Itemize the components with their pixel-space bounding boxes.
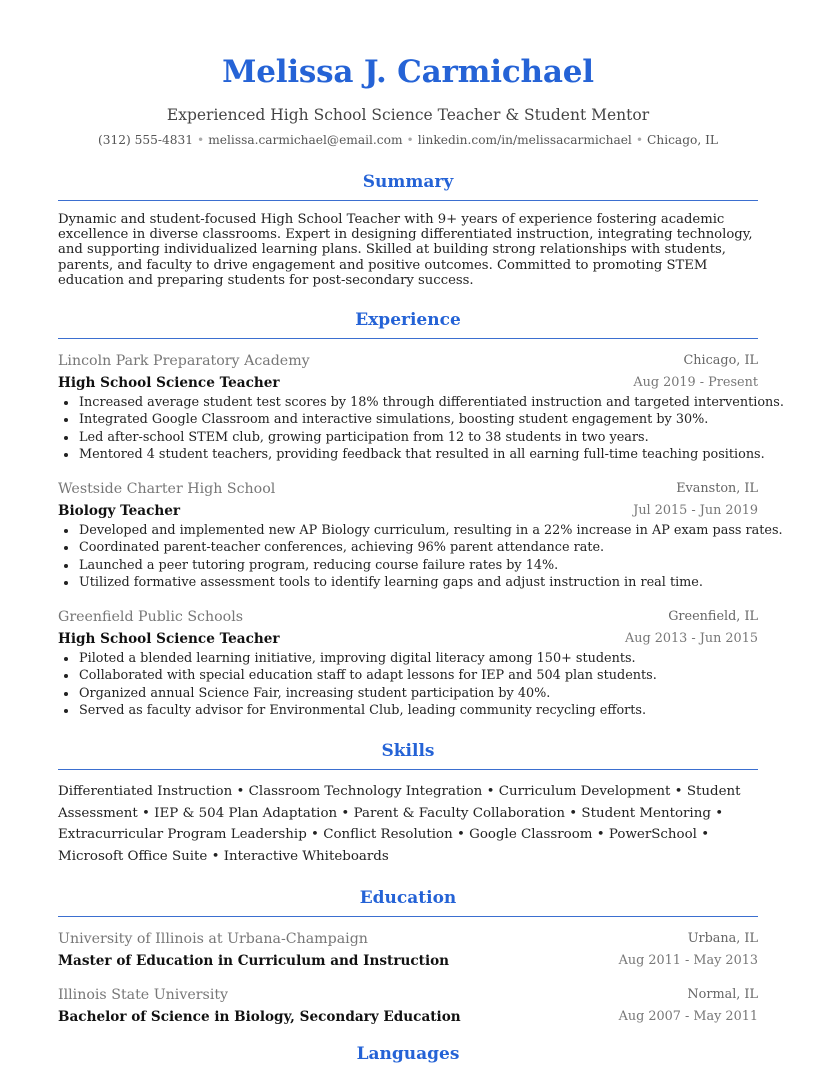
bullet-text: Developed and implemented new AP Biology curriculum, resulting in a 22% increase in AP exam pass rates. [79,523,783,538]
bullet-text: Utilized formative assessment tools to identify learning gaps and adjust instruction in real time. [79,574,703,590]
contact-separator: • [406,133,414,147]
experience-role-row [58,628,758,650]
contact-separator: • [635,133,644,147]
experience-role: High School Science Teacher [58,631,280,647]
contact-location: Chicago, IL [647,133,718,147]
experience-dates: Aug 2019 - Present [633,375,758,390]
education-degree-row [58,950,758,972]
skills-list [58,781,758,867]
bullet-text: Piloted a blended learning initiative, improving digital literacy among 150+ students. [79,651,636,666]
experience-location: Evanston, IL [676,481,758,496]
experience-location: Greenfield, IL [668,609,758,624]
skill-separator: • [486,784,495,799]
skill-item: Student Mentoring [581,805,711,821]
experience-role-row [58,500,758,522]
bullet-item [58,539,758,556]
bullet-item [58,574,758,591]
skill-separator: • [141,805,150,821]
skill-separator: • [596,827,605,843]
skill-item: Parent & Faculty Collaboration [353,805,565,821]
skill-separator: • [341,805,350,821]
experience-bullets [58,394,784,463]
experience-org: Westside Charter High School [58,481,276,497]
skill-item: IEP & 504 Plan Adaptation [154,805,338,821]
experience-location: Chicago, IL [683,353,758,368]
bullet-dot-icon [64,436,68,440]
contact-email[interactable]: melissa.carmichael@email.com [208,133,403,147]
skill-separator: • [701,827,710,843]
experience-bullets [58,650,758,719]
skill-item: Differentiated Instruction [58,784,233,799]
education-school-row [58,984,758,1006]
bullet-dot-icon [64,564,68,568]
skill-separator: • [569,805,578,821]
bullet-item [58,650,758,667]
skill-item: Curriculum Development [498,784,671,799]
bullet-dot-icon [64,581,68,585]
experience-entry [58,478,783,591]
skill-separator: • [236,784,245,799]
experience-entry [58,350,784,463]
skill-item: Conflict Resolution [323,827,453,843]
skill-separator: • [715,805,724,821]
section-title-experience: Experience [355,310,461,330]
experience-org: Lincoln Park Preparatory Academy [58,353,310,369]
bullet-item [58,685,758,702]
skill-separator: • [211,848,220,864]
section-title-skills: Skills [381,741,435,761]
section-title-summary: Summary [362,172,454,192]
bullet-item [58,522,783,539]
skill-item: Extracurricular Program Leadership [58,827,307,843]
education-degree: Bachelor of Science in Biology, Secondary Education [58,1009,461,1025]
bullet-text: Served as faculty advisor for Environmental Club, leading community recycling efforts. [79,702,647,718]
experience-org-row [58,350,758,372]
skill-item: Classroom Technology Integration [248,784,483,799]
experience-org: Greenfield Public Schools [58,609,244,625]
bullet-dot-icon [64,453,68,457]
skill-item: PowerSchool [608,827,697,843]
bullet-item [58,702,758,719]
skill-item: Interactive Whiteboards [223,848,389,864]
skill-separator: • [674,784,683,799]
contact-phone: (312) 555-4831 [98,133,194,147]
contact-separator: • [197,133,205,147]
candidate-name: Melissa J. Carmichael [222,54,594,90]
section-divider [58,338,758,339]
bullet-text: Organized annual Science Fair, increasing student participation by 40%. [79,685,551,701]
experience-dates: Aug 2013 - Jun 2015 [624,631,758,646]
experience-org-row [58,478,758,500]
skill-item: Student Assessment [58,784,741,821]
education-degree: Master of Education in Curriculum and Instruction [58,953,450,969]
bullet-item [58,667,758,684]
education-entry [58,928,758,972]
education-dates: Aug 2007 - May 2011 [618,1009,758,1024]
experience-role: Biology Teacher [58,503,181,519]
candidate-headline: Experienced High School Science Teacher & Student Mentor [166,106,650,124]
experience-entry [58,606,758,719]
bullet-text: Integrated Google Classroom and interactive simulations, boosting student engagement by 30%. [79,412,709,428]
experience-org-row [58,606,758,628]
bullet-text: Collaborated with special education staff to adapt lessons for IEP and 504 plan students. [79,668,657,684]
bullet-text: Increased average student test scores by 18% through differentiated instruction and targeted interventions. [79,395,784,410]
summary-text: Dynamic and student-focused High School Teacher with 9+ years of experience fostering academic excellence in diverse classrooms. Expert in designing differentiated instruction, integrating technology, and supporting individualized learning plans. Skilled at building strong relationships with students, parents, and faculty to drive engagement and positive outcomes. Committed to promoting STEM education and preparing students for post-secondary success. [58,212,753,288]
bullet-dot-icon [64,401,68,405]
experience-dates: Jul 2015 - Jun 2019 [633,503,758,518]
bullet-text: Launched a peer tutoring program, reducing course failure rates by 14%. [79,557,559,573]
bullet-dot-icon [64,657,68,661]
skill-item: Google Classroom [469,827,593,843]
education-school-row [58,928,758,950]
bullet-dot-icon [64,709,68,713]
section-title-education: Education [359,888,457,908]
bullet-item [58,429,758,446]
bullet-text: Mentored 4 student teachers, providing feedback that resulted in all earning full-time teaching positions. [79,446,765,462]
bullet-dot-icon [64,546,68,550]
bullet-dot-icon [64,529,68,533]
education-location: Urbana, IL [687,931,758,946]
bullet-dot-icon [64,418,68,422]
section-divider [58,200,758,201]
skill-separator: • [456,827,465,843]
bullet-item [58,557,758,574]
bullet-text: Coordinated parent-teacher conferences, achieving 96% parent attendance rate. [79,540,605,556]
education-school: Illinois State University [58,987,229,1003]
bullet-item [58,446,765,463]
experience-role-row [58,372,758,394]
experience-bullets [58,522,783,591]
bullet-item [58,411,758,428]
contact-line [58,130,758,150]
skill-item: Microsoft Office Suite [58,848,208,864]
contact-linkedin[interactable]: linkedin.com/in/melissacarmichael [417,133,632,147]
experience-role: High School Science Teacher [58,375,280,391]
skill-separator: • [311,827,319,843]
bullet-dot-icon [64,674,68,678]
bullet-text: Led after-school STEM club, growing participation from 12 to 38 students in two years. [79,429,649,445]
education-dates: Aug 2011 - May 2013 [618,953,758,968]
education-school: University of Illinois at Urbana-Champaign [58,931,368,947]
bullet-dot-icon [64,692,68,696]
education-degree-row [58,1006,758,1028]
education-entry [58,984,758,1028]
section-title-languages: Languages [356,1044,460,1064]
section-divider [58,916,758,917]
section-divider [58,769,758,770]
bullet-item [58,394,784,411]
education-location: Normal, IL [687,987,758,1002]
